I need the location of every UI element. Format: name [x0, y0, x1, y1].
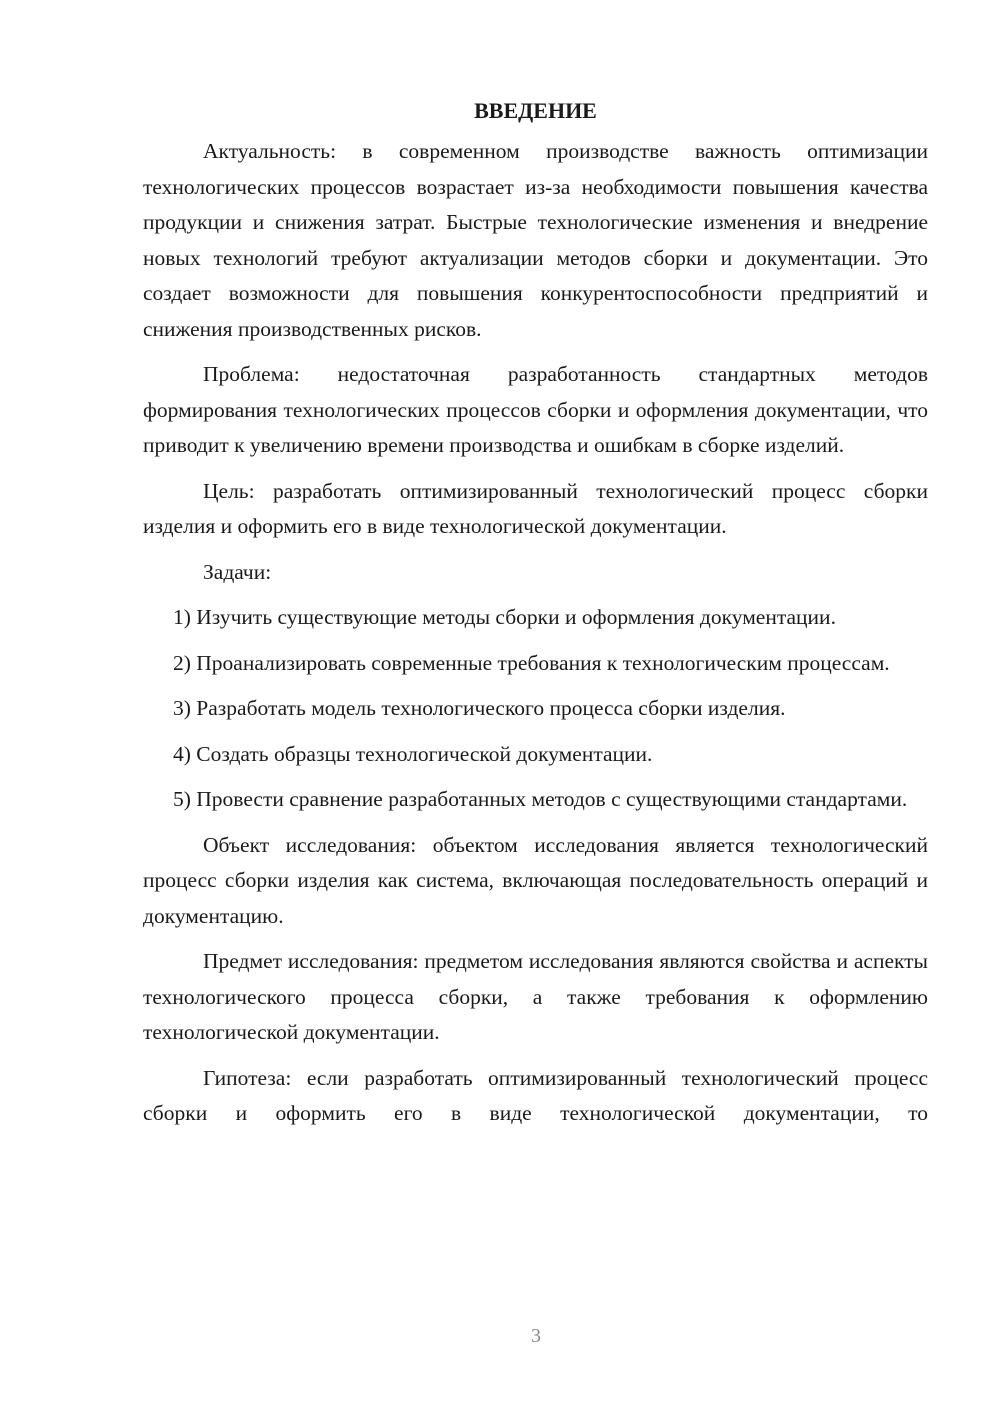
task-item-5: 5) Провести сравнение разработанных методов с существующими стандартами. — [173, 787, 908, 811]
tasks-heading: Задачи: — [203, 559, 272, 584]
paragraph-object: Объект исследования: объектом исследования является технологический процесс сборки изделия как система, включающая последовательность операций и документацию. — [143, 832, 928, 928]
paragraph-subject: Предмет исследования: предметом исследования являются свойства и аспекты технологического процесса сборки, а также требования к оформлению технологической документации. — [143, 949, 928, 1044]
task-item-4: 4) Создать образцы технологической документации. — [173, 741, 653, 766]
paragraph-hypothesis: Гипотеза: если разработать оптимизированный технологический процесс сборки и оформить его в виде технологической документации, то — [143, 1065, 928, 1125]
paragraph-problem: Проблема: недостаточная разработанность стандартных методов формирования технологических процессов сборки и оформления документации, что приводит к увеличению времени производства и ошибкам в сборке изделий. — [143, 362, 928, 457]
task-item-3: 3) Разработать модель технологического процесса сборки изделия. — [173, 696, 786, 720]
paragraph-goal: Цель: разработать оптимизированный технологический процесс сборки изделия и оформить его в виде технологической документации. — [143, 478, 928, 538]
task-item-2: 2) Проанализировать современные требования к технологическим процессам. — [173, 650, 890, 675]
paragraph-relevance: Актуальность: в современном производстве важность оптимизации технологических процессов возрастает из-за необходимости повышения качества продукции и снижения затрат. Быстрые технологические изменения и внедрение новых технологий требуют актуализации методов сборки и документации. Это создает возможности для повышения конкурентоспособности предприятий и снижения производственных рисков. — [143, 139, 928, 341]
document-page — [143, 94, 928, 1132]
task-item-1: 1) Изучить существующие методы сборки и оформления документации. — [173, 605, 836, 629]
page-number: 3 — [531, 1325, 541, 1347]
section-title: ВВЕДЕНИЕ — [474, 98, 597, 123]
